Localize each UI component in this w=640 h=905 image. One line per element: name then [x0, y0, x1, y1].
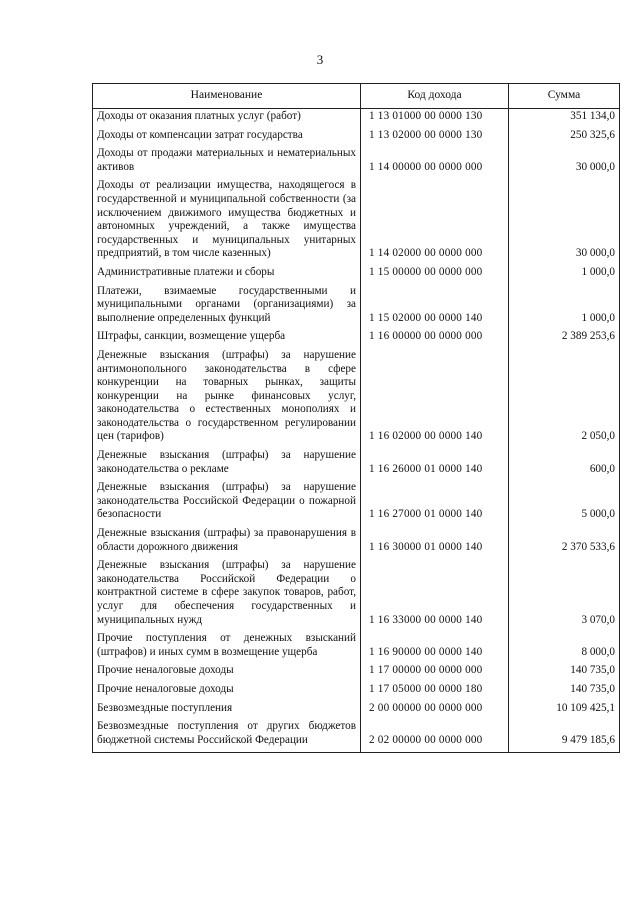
header-row [93, 84, 620, 109]
row-name: Доходы от оказания платных услуг (работ) [93, 109, 361, 129]
row-name: Платежи, взимаемые государственными и муниципальными органами (организациями) за выполнение определенных функций [93, 285, 361, 331]
row-name: Доходы от продажи материальных и нематериальных активов [93, 147, 361, 179]
row-code: 1 17 00000 00 0000 000 [361, 664, 509, 683]
row-sum: 140 735,0 [509, 683, 620, 702]
table-row [93, 527, 620, 559]
row-sum: 9 479 185,6 [509, 720, 620, 753]
row-sum: 1 000,0 [509, 266, 620, 285]
row-sum: 30 000,0 [509, 179, 620, 266]
row-code: 1 16 27000 01 0000 140 [361, 481, 509, 527]
header-code: Код дохода [361, 84, 509, 109]
row-name: Прочие неналоговые доходы [93, 683, 361, 702]
row-name: Денежные взыскания (штрафы) за нарушение законодательства Российской Федерации о контрактной системе в сфере закупок товаров, работ, услуг для обеспечения государственных и муниципальных нужд [93, 559, 361, 632]
table-row [93, 266, 620, 285]
row-name: Прочие поступления от денежных взысканий (штрафов) и иных сумм в возмещение ущерба [93, 632, 361, 664]
table-row [93, 449, 620, 481]
row-code: 1 13 02000 00 0000 130 [361, 129, 509, 148]
page-number: 3 [316, 52, 324, 67]
row-name: Денежные взыскания (штрафы) за нарушение законодательства о рекламе [93, 449, 361, 481]
row-sum: 600,0 [509, 449, 620, 481]
table-row [93, 147, 620, 179]
row-name: Штрафы, санкции, возмещение ущерба [93, 330, 361, 349]
row-code: 1 16 33000 00 0000 140 [361, 559, 509, 632]
row-sum: 1 000,0 [509, 285, 620, 331]
row-sum: 5 000,0 [509, 481, 620, 527]
table-row [93, 109, 620, 129]
row-name: Безвозмездные поступления [93, 702, 361, 721]
row-name: Денежные взыскания (штрафы) за нарушение законодательства Российской Федерации о пожарной безопасности [93, 481, 361, 527]
row-sum: 2 389 253,6 [509, 330, 620, 349]
table-row [93, 481, 620, 527]
row-code: 2 00 00000 00 0000 000 [361, 702, 509, 721]
table-row [93, 179, 620, 266]
table-row [93, 559, 620, 632]
table-row [93, 285, 620, 331]
row-name: Доходы от реализации имущества, находящегося в государственной и муниципальной собственности (за исключением движимого имущества бюджетных и автономных учреждений, а также имущества государственных и муниципальных унитарных предприятий, в том числе казенных) [93, 179, 361, 266]
row-code: 2 02 00000 00 0000 000 [361, 720, 509, 753]
table-row [93, 330, 620, 349]
row-sum: 2 370 533,6 [509, 527, 620, 559]
row-name: Прочие неналоговые доходы [93, 664, 361, 683]
table-header [93, 84, 620, 109]
header-sum: Сумма [509, 84, 620, 109]
row-sum: 351 134,0 [509, 109, 620, 129]
row-sum: 250 325,6 [509, 129, 620, 148]
table-row [93, 349, 620, 449]
table-row [93, 702, 620, 721]
row-name: Денежные взыскания (штрафы) за нарушение антимонопольного законодательства в сфере конкуренции на товарных рынках, защиты конкуренции на рынке финансовых услуг, законодательства о естественных монополиях и законодательства о государственном регулировании цен (тарифов) [93, 349, 361, 449]
row-code: 1 13 01000 00 0000 130 [361, 109, 509, 129]
row-sum: 3 070,0 [509, 559, 620, 632]
row-sum: 2 050,0 [509, 349, 620, 449]
row-name: Административные платежи и сборы [93, 266, 361, 285]
table-row [93, 129, 620, 148]
header-name: Наименование [93, 84, 361, 109]
row-name: Доходы от компенсации затрат государства [93, 129, 361, 148]
table-body [93, 109, 620, 753]
revenue-table [92, 83, 620, 753]
table-row [93, 720, 620, 753]
row-sum: 140 735,0 [509, 664, 620, 683]
row-code: 1 17 05000 00 0000 180 [361, 683, 509, 702]
row-sum: 8 000,0 [509, 632, 620, 664]
row-code: 1 16 00000 00 0000 000 [361, 330, 509, 349]
table-row [93, 664, 620, 683]
row-code: 1 14 00000 00 0000 000 [361, 147, 509, 179]
table-row [93, 683, 620, 702]
row-code: 1 16 30000 01 0000 140 [361, 527, 509, 559]
row-code: 1 15 00000 00 0000 000 [361, 266, 509, 285]
row-sum: 30 000,0 [509, 147, 620, 179]
row-code: 1 15 02000 00 0000 140 [361, 285, 509, 331]
row-code: 1 16 02000 00 0000 140 [361, 349, 509, 449]
row-code: 1 16 26000 01 0000 140 [361, 449, 509, 481]
row-name: Безвозмездные поступления от других бюджетов бюджетной системы Российской Федерации [93, 720, 361, 753]
table-row [93, 632, 620, 664]
row-code: 1 14 02000 00 0000 000 [361, 179, 509, 266]
row-code: 1 16 90000 00 0000 140 [361, 632, 509, 664]
row-sum: 10 109 425,1 [509, 702, 620, 721]
row-name: Денежные взыскания (штрафы) за правонарушения в области дорожного движения [93, 527, 361, 559]
